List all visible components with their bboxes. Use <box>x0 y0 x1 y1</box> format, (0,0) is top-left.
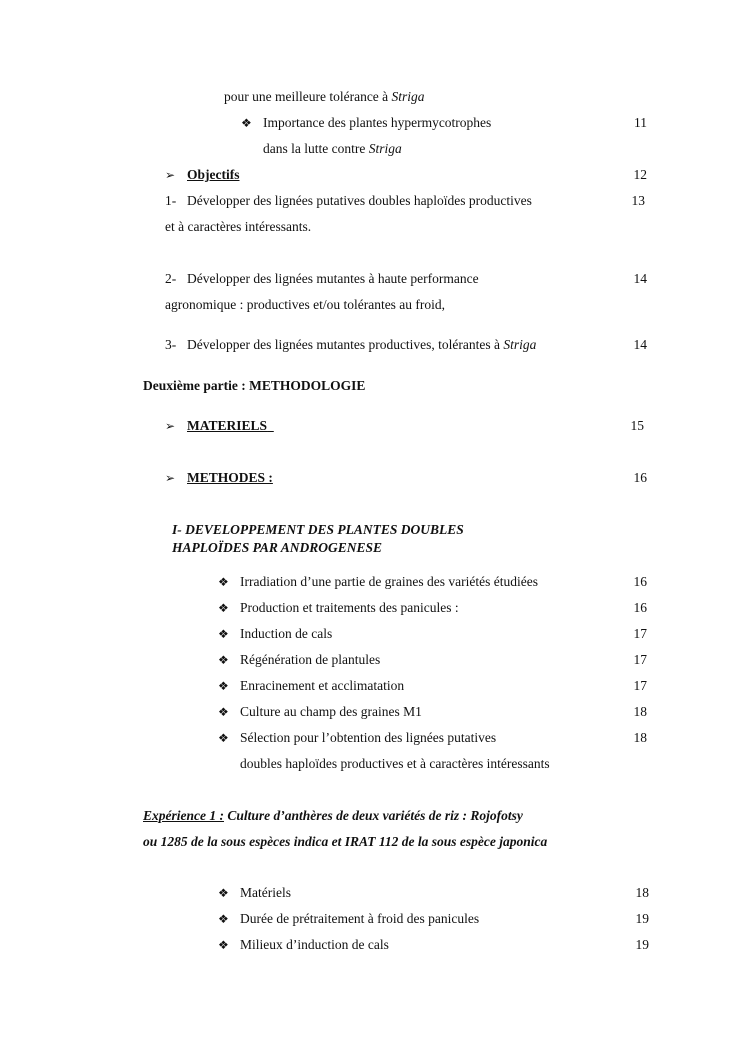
section-heading-continuation: HAPLOÏDES PAR ANDROGENESE <box>172 540 383 555</box>
page-number: 18 <box>633 730 647 745</box>
page-number: 11 <box>634 115 647 130</box>
page-number: 13 <box>631 193 645 208</box>
page-number: 17 <box>633 678 647 693</box>
diamond-bullet-icon: ❖ <box>218 731 229 745</box>
arrow-bullet-icon: ➢ <box>165 168 176 182</box>
diamond-bullet-icon: ❖ <box>218 653 229 667</box>
page-number: 19 <box>635 937 649 952</box>
page-number: 12 <box>633 167 647 182</box>
toc-text-italic: Striga <box>503 337 537 352</box>
item-number: 1- <box>165 193 177 208</box>
item-number: 2- <box>165 271 177 286</box>
toc-item <box>218 574 538 590</box>
toc-text-italic: Striga <box>368 141 402 156</box>
toc-item <box>241 115 491 131</box>
arrow-bullet-icon: ➢ <box>165 419 176 433</box>
toc-line <box>263 141 402 157</box>
toc-item-continuation: doubles haploïdes productives et à caractères intéressants <box>240 756 550 771</box>
section-heading: I- DEVELOPPEMENT DES PLANTES DOUBLES <box>172 522 464 537</box>
part-heading: Deuxième partie : METHODOLOGIE <box>143 378 366 393</box>
toc-item-label: Induction de cals <box>240 626 333 641</box>
page-number: 19 <box>635 911 649 926</box>
toc-item-label: Développer des lignées putatives doubles haploïdes productives <box>187 193 532 208</box>
toc-item <box>218 911 479 927</box>
toc-item <box>218 885 291 901</box>
arrow-bullet-icon: ➢ <box>165 471 176 485</box>
toc-item-label: Sélection pour l’obtention des lignées putatives <box>240 730 497 745</box>
toc-item-label: Durée de prétraitement à froid des panicules <box>240 911 480 926</box>
diamond-bullet-icon: ❖ <box>218 886 229 900</box>
page-number: 18 <box>635 885 649 900</box>
toc-item <box>165 337 536 353</box>
page-number: 18 <box>633 704 647 719</box>
toc-item-label: Développer des lignées mutantes productives, tolérantes à <box>187 337 504 352</box>
experience-label: Expérience 1 : <box>143 808 224 823</box>
diamond-bullet-icon: ❖ <box>218 627 229 641</box>
experience-heading <box>143 808 523 824</box>
toc-item-label: Développer des lignées mutantes à haute performance <box>187 271 479 286</box>
toc-heading-methodes <box>165 470 273 486</box>
toc-text: pour une meilleure tolérance à <box>224 89 392 104</box>
toc-item-label: Irradiation d’une partie de graines des variétés étudiées <box>240 574 538 589</box>
experience-title: Culture d’anthères de deux variétés de riz : Rojofotsy <box>223 808 523 823</box>
toc-item-label: Production et traitements des panicules : <box>240 600 459 615</box>
page-number: 16 <box>633 470 647 485</box>
page-number: 14 <box>633 337 647 352</box>
diamond-bullet-icon: ❖ <box>218 575 229 589</box>
toc-text-italic: Striga <box>391 89 425 104</box>
toc-item <box>218 704 422 720</box>
heading-label: Objectifs <box>187 167 240 182</box>
toc-item-label: Matériels <box>240 885 291 900</box>
page-number: 16 <box>633 600 647 615</box>
diamond-bullet-icon: ❖ <box>218 705 229 719</box>
toc-text: dans la lutte contre <box>263 141 369 156</box>
toc-item-label: Régénération de plantules <box>240 652 381 667</box>
page-number: 17 <box>633 652 647 667</box>
item-number: 3- <box>165 337 177 352</box>
toc-item <box>218 600 459 616</box>
toc-item <box>218 626 332 642</box>
page-number: 14 <box>633 271 647 286</box>
heading-label: METHODES : <box>187 470 273 485</box>
toc-item <box>218 678 404 694</box>
toc-item <box>218 652 380 668</box>
diamond-bullet-icon: ❖ <box>241 116 252 130</box>
toc-item-continuation: agronomique : productives et/ou tolérantes au froid, <box>165 297 446 312</box>
toc-item-label: Culture au champ des graines M1 <box>240 704 422 719</box>
diamond-bullet-icon: ❖ <box>218 601 229 615</box>
page-number: 15 <box>630 418 644 433</box>
toc-item-label: Milieux d’induction de cals <box>240 937 389 952</box>
toc-item <box>218 937 389 953</box>
toc-heading-objectifs <box>165 167 239 183</box>
toc-item <box>165 271 479 287</box>
toc-item-continuation: et à caractères intéressants. <box>165 219 312 234</box>
diamond-bullet-icon: ❖ <box>218 912 229 926</box>
experience-title-continuation: ou 1285 de la sous espèces indica et IRAT 112 de la sous espèce japonica <box>143 834 548 849</box>
toc-item-label: Importance des plantes hypermycotrophes <box>263 115 492 130</box>
diamond-bullet-icon: ❖ <box>218 679 229 693</box>
toc-item <box>165 193 532 209</box>
toc-item-label: Enracinement et acclimatation <box>240 678 405 693</box>
page-number: 17 <box>633 626 647 641</box>
heading-label: MATERIELS <box>187 418 268 433</box>
page-number: 16 <box>633 574 647 589</box>
diamond-bullet-icon: ❖ <box>218 938 229 952</box>
toc-heading-materiels <box>165 418 274 434</box>
toc-item <box>218 730 496 746</box>
toc-line <box>224 89 425 105</box>
